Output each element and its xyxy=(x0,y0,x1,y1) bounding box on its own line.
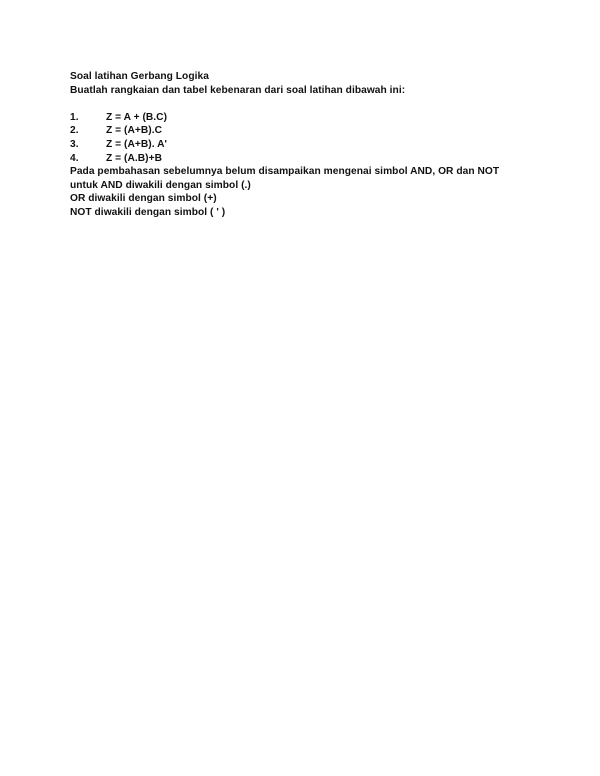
symbol-line-and: untuk AND diwakili dengan simbol (.) xyxy=(70,179,251,191)
question-number: 1. xyxy=(70,111,79,123)
document-content xyxy=(70,70,540,220)
note-paragraph: Pada pembahasan sebelumnya belum disampaikan mengenai simbol AND, OR dan NOT xyxy=(70,166,500,178)
question-number: 4. xyxy=(70,152,79,164)
question-number: 3. xyxy=(70,138,79,150)
question-expression: Z = (A+B). A' xyxy=(106,138,167,150)
question-item xyxy=(70,124,540,138)
question-expression: Z = A + (B.C) xyxy=(106,111,168,123)
document-title: Soal latihan Gerbang Logika xyxy=(70,71,209,82)
spacer xyxy=(70,97,540,111)
symbol-line-or: OR diwakili dengan simbol (+) xyxy=(70,193,217,205)
question-item xyxy=(70,152,540,166)
instruction-text: Buatlah rangkaian dan tabel kebenaran dari soal latihan dibawah ini: xyxy=(70,84,406,96)
question-number: 2. xyxy=(70,125,79,137)
question-expression: Z = (A.B)+B xyxy=(106,152,163,164)
question-expression: Z = (A+B).C xyxy=(106,125,163,137)
symbol-line-not: NOT diwakili dengan simbol ( ' ) xyxy=(70,206,226,218)
question-item xyxy=(70,111,540,125)
question-item xyxy=(70,138,540,152)
